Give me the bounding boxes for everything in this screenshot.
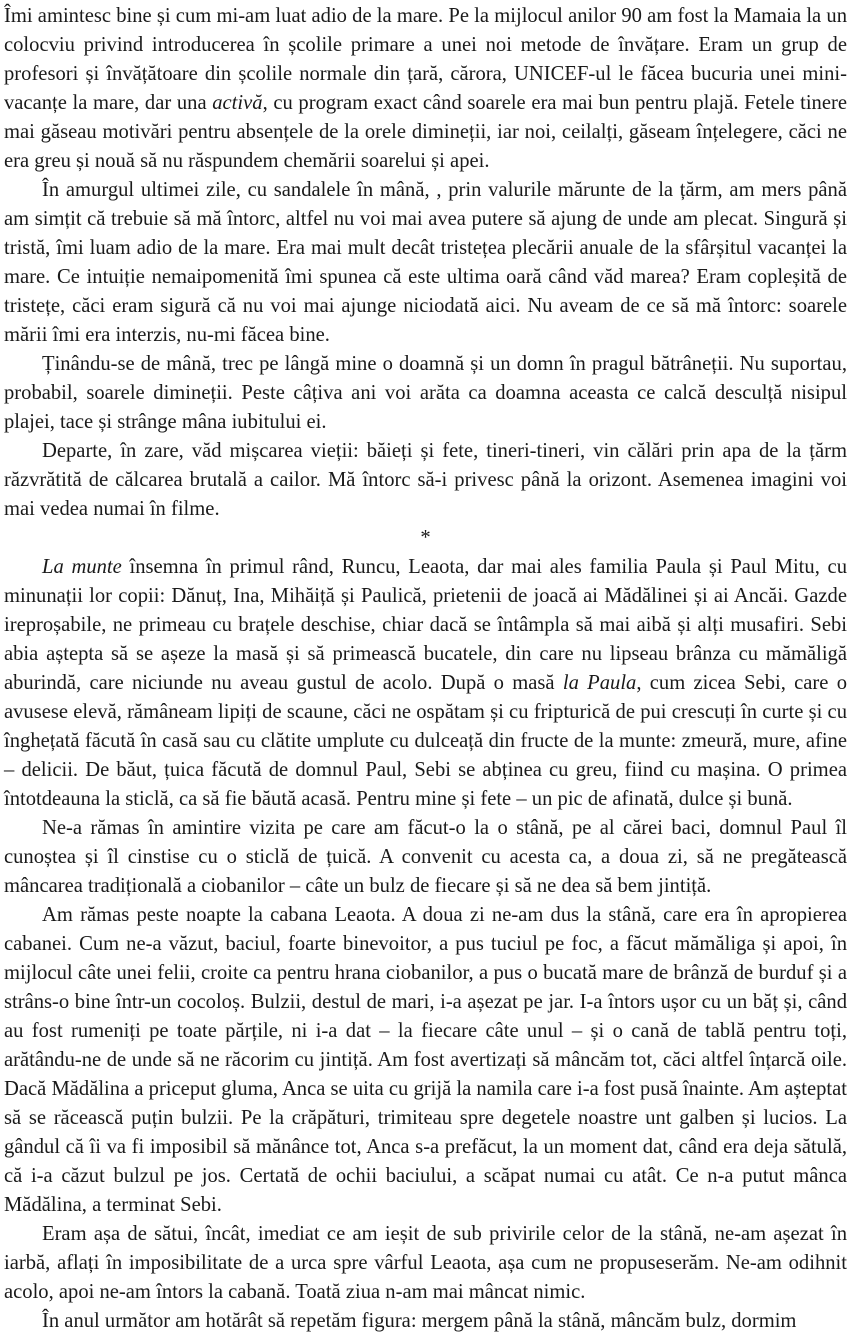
paragraph-cabana-leaota: Am rămas peste noapte la cabana Leaota. A doua zi ne-am dus la stână, care era în apropierea cabanei. Cum ne-a văzut, baciul, foarte binevoitor, a pus tuciul pe foc, a făcut mămăliga și apoi, în mijlocul câte unei felii, croite ca pentru hrana ciobanilor, a pus o bucată mare de brânză de burduf și a strâns-o bine într-un cocoloș. Bulzii, destul de mari, i-a așezat pe jar. I-a întors ușor cu un băț și, când au fost rumeniți pe toate părțile, ni i-a dat – la fiecare câte unul – și o cană de tablă pentru toți, arătându-ne de unde să ne răcorim cu jintiță. Am fost avertizați să mâncăm tot, căci altfel înțarcă oile. Dacă Mădălina a priceput gluma, Anca se uita cu grijă la namila care i-a fost pusă înainte. Am așteptat să se răcească puțin bulzii. Pe la crăpături, trimiteau spre degetele noastre unt galben și lucios. La gândul că îi va fi imposibil să mănânce tot, Anca s-a prefăcut, la un moment dat, când era deja sătulă, că i-a căzut bulzul pe jos. Certată de ochii baciului, a scăpat numai cu atât. Ce n-a putut mânca Mădălina, a terminat Sebi. xyxy=(4,904,847,1216)
paragraph-la-munte: La munte însemna în primul rând, Runcu, Leaota, dar mai ales familia Paula și Paul Mitu, cu minunații lor copii: Dănuț, Ina, Mihăiță și Paulică, prietenii de joacă ai Mădălinei și ai Ancăi. Gazde ireproșabile, ne primeau cu brațele deschise, chiar dacă se întâmpla să mai aibă și alți musafiri. Sebi abia aștepta să se așeze la masă și să primească bucatele, din care nu lipseau brânza cu mămăligă aburindă, care niciunde nu aveau gustul de acolo. După o masă la Paula, cum zicea Sebi, care o avusese elevă, rămâneam lipiți de scaune, căci ne ospătam și cu fripturică de pui crescuți în curte și cu înghețată făcută în casă sau cu clătite umplute cu dulceață din fructe de la munte: zmeură, mure, afine – delicii. De băut, țuica făcută de domnul Paul, Sebi se abținea cu greu, fiind cu mașina. O primea întotdeauna la sticlă, ca să fie băută acasă. Pentru mine și fete – un pic de afinată, dulce și bună. xyxy=(4,556,847,810)
emphasis-la-paula: la Paula xyxy=(562,672,637,694)
paragraph-satiety: Eram așa de sătui, încât, imediat ce am ieșit de sub privirile celor de la stână, ne-am așezat în iarbă, aflați în imposibilitate de a urca spre vârful Leaota, așa cum ne propuseserăm. Ne-am odihnit acolo, apoi ne-am întors la cabană. Toată ziua n-am mai mâncat nimic. xyxy=(4,1223,847,1303)
paragraph-farewell: În amurgul ultimei zile, cu sandalele în mână, , prin valurile mărunte de la țărm, am mers până am simțit că trebuie să mă întorc, altfel nu voi mai avea putere să ajung de unde am plecat. Singură și tristă, îmi luam adio de la mare. Era mai mult decât tristețea plecării anuale de la sfârșitul vacanței la mare. Ce intuiție nemaipomenită îmi spunea că este ultima oară când văd marea? Eram copleșită de tristețe, căci eram sigură că nu voi mai ajunge niciodată aici. Nu aveam de ce să mă întorc: soarele mării îmi era interzis, nu-mi făcea bine. xyxy=(4,179,847,346)
paragraph-horses: Departe, în zare, văd mișcarea vieții: băieți și fete, tineri-tineri, vin călări prin apa de la țărm răzvrătită de călcarea brutală a cailor. Mă întorc să-i privesc până la orizont. Asemenea imagini voi mai vedea numai în filme. xyxy=(4,440,847,520)
paragraph-next-year: În anul următor am hotărât să repetăm figura: mergem până la stână, mâncăm bulz, dormim xyxy=(42,1310,797,1332)
paragraph-stana-visit: Ne-a rămas în amintire vizita pe care am făcut-o la o stână, pe al cărei baci, domnul Paul îl cunoștea și îl cinstise cu o sticlă de țuică. A convenit cu acesta ca, a doua zi, să ne pregătească mâncarea tradițională a ciobanilor – câte un bulz de fiecare și să ne dea să bem jintiță. xyxy=(4,817,847,897)
paragraph-mamaia: Îmi amintesc bine și cum mi-am luat adio de la mare. Pe la mijlocul anilor 90 am fost la Mamaia la un colocviu privind introducerea în școlile primare a unei noi metode de învățare. Eram un grup de profesori și învățătoare din școlile normale din țară, cărora, UNICEF-ul le făcea bucuria unei mini-vacanțe la mare, dar una activă, cu program exact când soarele era mai bun pentru plajă. Fetele tinere mai găseau motivări pentru absențele de la orele dimineții, iar noi, ceilalți, găseam înțelegere, căci ne era greu și nouă să nu răspundem chemării soarelui și apei. xyxy=(4,5,847,172)
paragraph-old-couple: Ținându-se de mână, trec pe lângă mine o doamnă și un domn în pragul bătrâneții. Nu suportau, probabil, soarele dimineții. Peste câțiva ani voi arăta ca doamna aceasta ce calcă desculță nisipul plajei, tace și strânge mâna iubitului ei. xyxy=(4,353,847,433)
section-separator: * xyxy=(420,527,431,549)
emphasis-la-munte: La munte xyxy=(42,556,122,578)
emphasis-activa: activă xyxy=(212,92,263,114)
